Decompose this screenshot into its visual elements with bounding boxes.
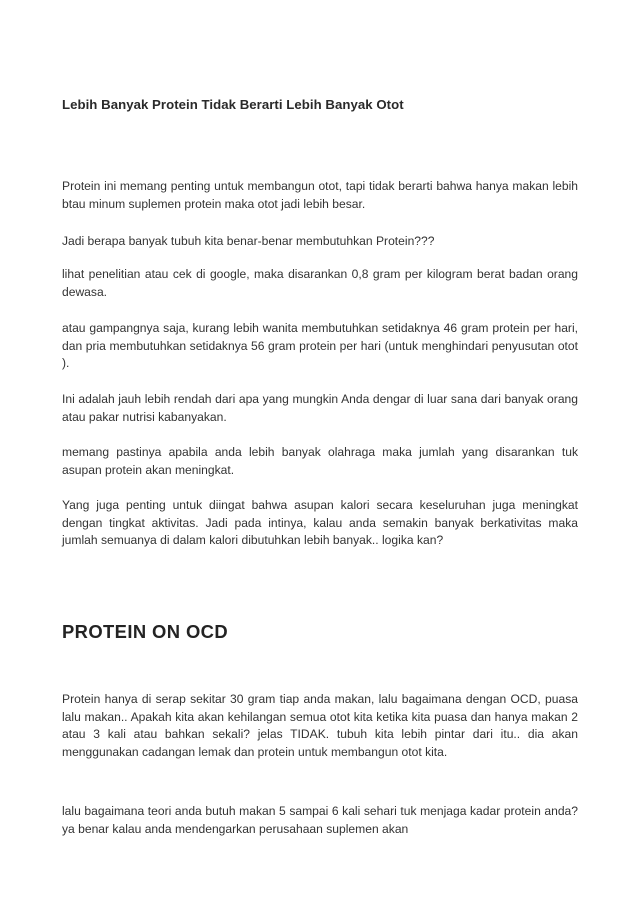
section-heading-protein-on-ocd: PROTEIN ON OCD	[62, 621, 229, 642]
paragraph: Yang juga penting untuk diingat bahwa asupan kalori secara keseluruhan juga meningkat dengan tingkat aktivitas. Jadi pada intinya, kalau anda semakin banyak berkativitas maka jumlah semuanya di dalam kalori dibutuhkan lebih banyak.. logika kan?	[62, 498, 578, 548]
paragraph: memang pastinya apabila anda lebih banyak olahraga maka jumlah yang disarankan tuk asupan protein akan meningkat.	[62, 445, 578, 477]
paragraph: Protein hanya di serap sekitar 30 gram tiap anda makan, lalu bagaimana dengan OCD, puasa lalu makan.. Apakah kita akan kehilangan semua otot kita ketika kita puasa dan hanya makan 2 atau 3 kali atau bahkan sekali? jelas TIDAK. tubuh kita lebih pintar dari itu.. dia akan menggunakan cadangan lemak dan protein untuk membangun otot kita.	[62, 692, 578, 759]
paragraph: Ini adalah jauh lebih rendah dari apa yang mungkin Anda dengar di luar sana dari banyak orang atau pakar nutrisi kabanyakan.	[62, 392, 578, 424]
paragraph: atau gampangnya saja, kurang lebih wanita membutuhkan setidaknya 46 gram protein per hari, dan pria membutuhkan setidaknya 56 gram protein per hari (untuk menghindari penyusutan otot ).	[62, 321, 578, 371]
paragraph: lihat penelitian atau cek di google, maka disarankan 0,8 gram per kilogram berat badan orang dewasa.	[62, 267, 578, 299]
paragraph: Jadi berapa banyak tubuh kita benar-benar membutuhkan Protein???	[62, 234, 435, 248]
section-heading-protein-muscle: Lebih Banyak Protein Tidak Berarti Lebih Banyak Otot	[62, 97, 404, 112]
paragraph: Protein ini memang penting untuk membangun otot, tapi tidak berarti bahwa hanya makan lebih btau minum suplemen protein maka otot jadi lebih besar.	[62, 179, 578, 211]
document-page	[62, 0, 578, 903]
paragraph: lalu bagaimana teori anda butuh makan 5 sampai 6 kali sehari tuk menjaga kadar protein anda? ya benar kalau anda mendengarkan perusahaan suplemen akan	[62, 804, 578, 836]
